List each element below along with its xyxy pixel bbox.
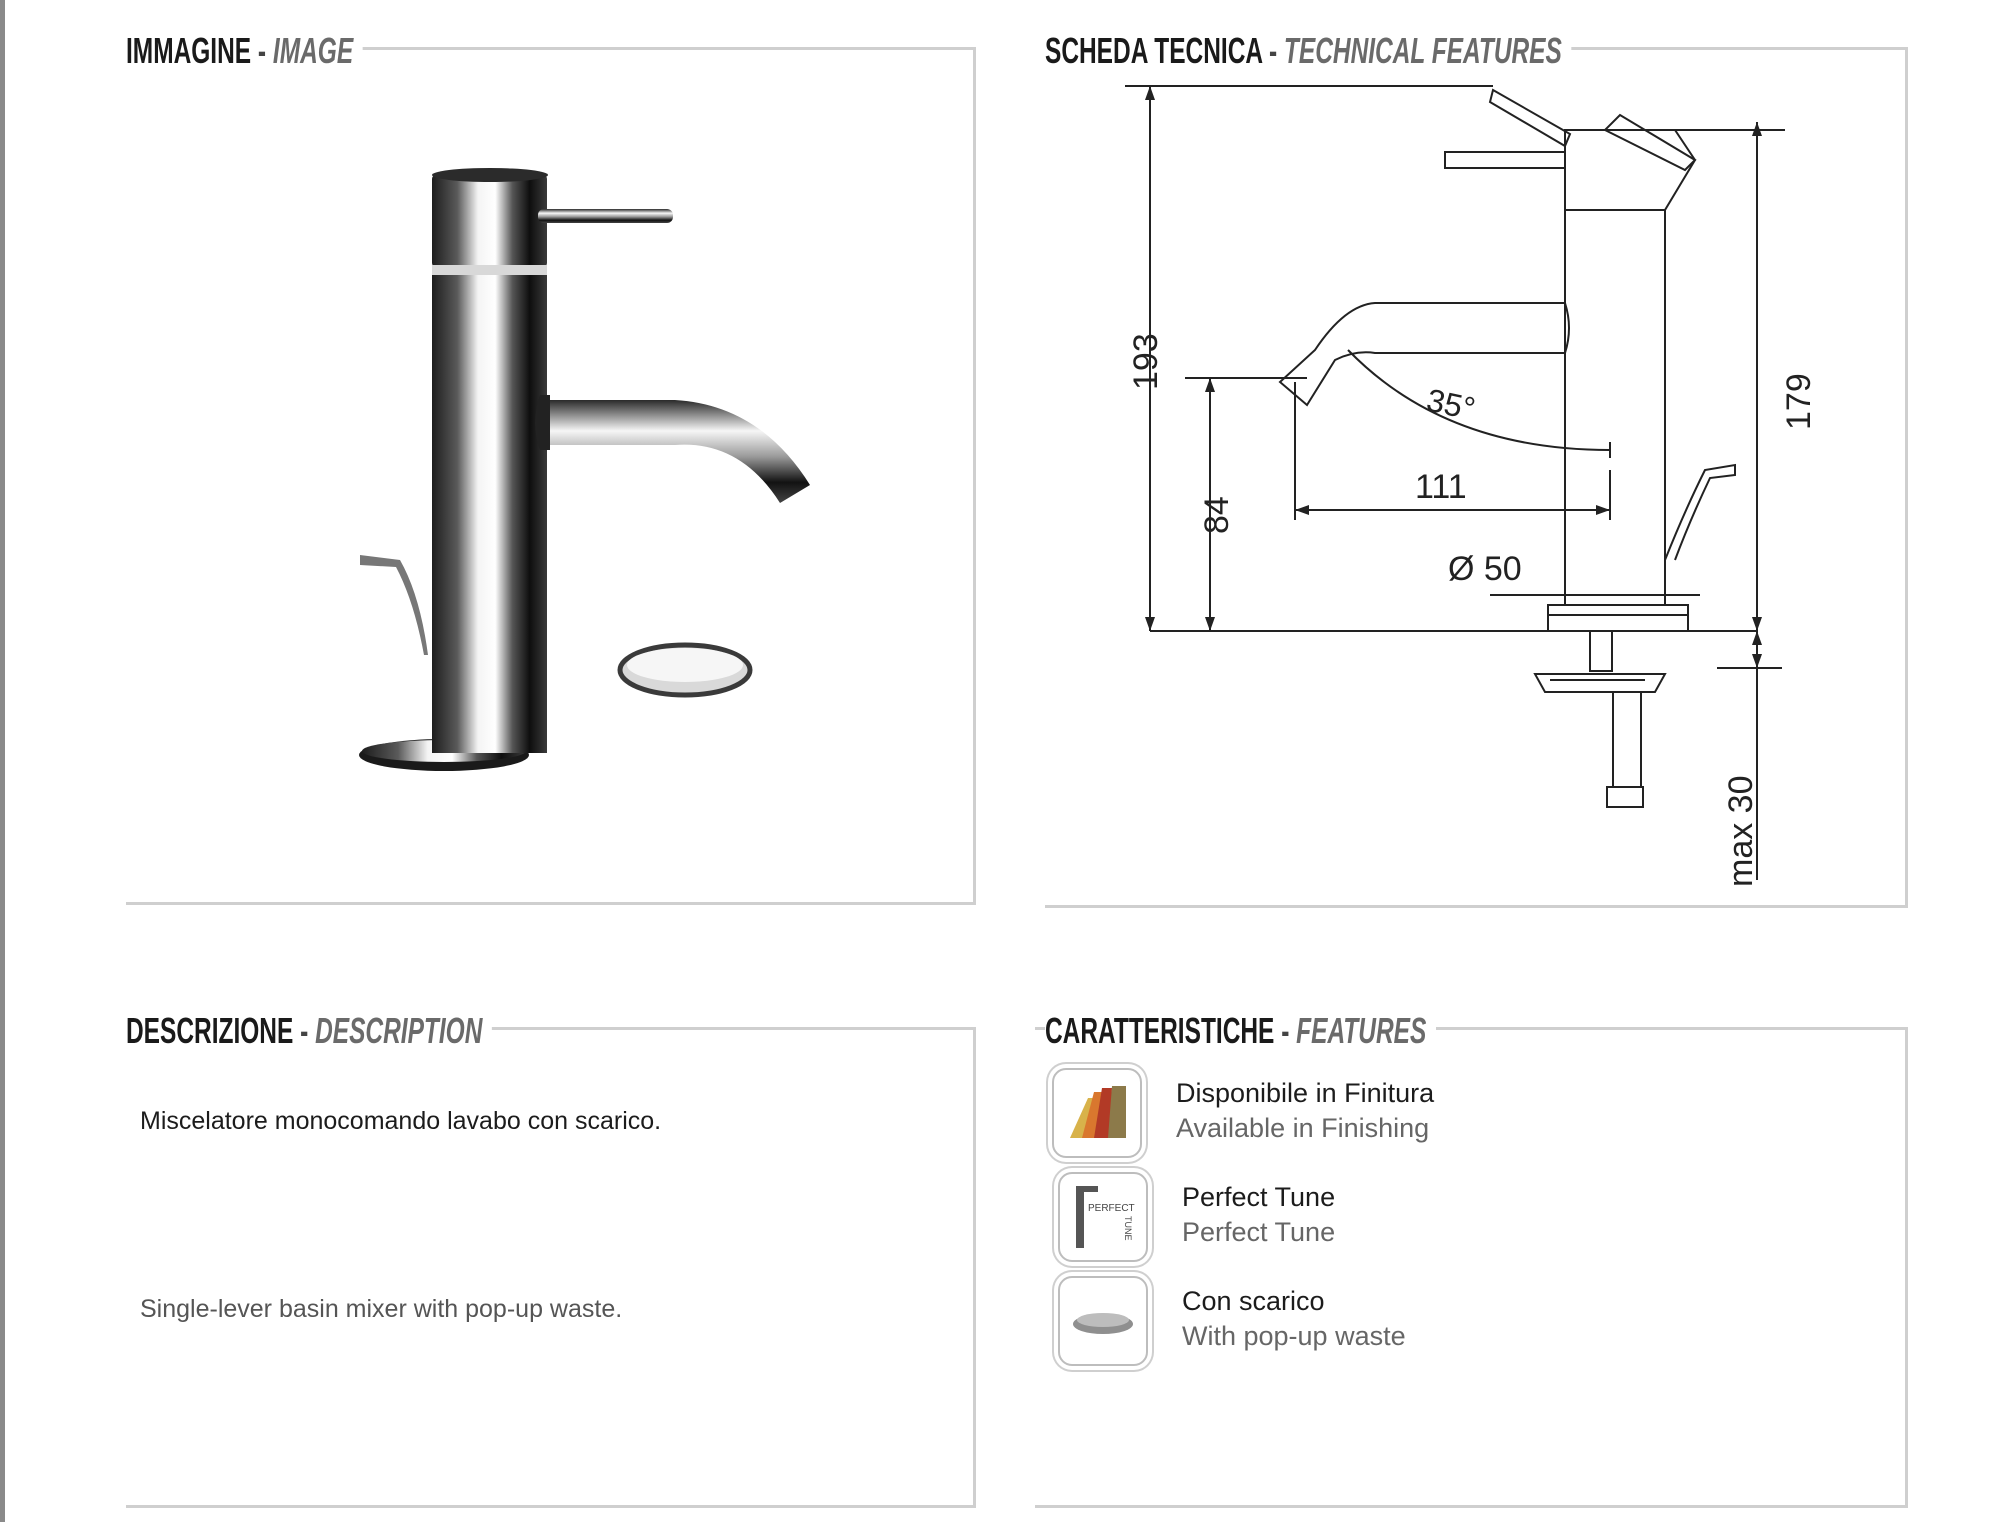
finish-swatch-icon — [1052, 1068, 1142, 1158]
image-title-separator: - — [257, 30, 267, 71]
feature-perfect-tune-english: Perfect Tune — [1182, 1217, 1336, 1247]
feature-pop-up-waste-english: With pop-up waste — [1182, 1321, 1406, 1351]
description-title-english: DESCRIPTION — [315, 1010, 483, 1051]
features-panel-frame — [1035, 1027, 1908, 1508]
feature-perfect-tune-italian: Perfect Tune — [1182, 1182, 1336, 1212]
dimension-reach: 111 — [1415, 468, 1467, 506]
dimension-angle: 35° — [1423, 381, 1479, 427]
features-title-english: FEATURES — [1296, 1010, 1427, 1051]
faucet-product-image — [340, 155, 860, 795]
dimension-spout-height: 84 — [1198, 496, 1236, 534]
features-panel-heading — [1045, 1010, 1436, 1052]
image-title-italian: IMMAGINE — [126, 30, 252, 71]
feature-pop-up-waste-italian: Con scarico — [1182, 1286, 1325, 1316]
perfect-tune-icon-side-text: TUNE — [1123, 1216, 1133, 1241]
description-panel-frame — [126, 1027, 976, 1508]
technical-title-italian: SCHEDA TECNICA — [1045, 30, 1263, 71]
feature-finishing-italian: Disponibile in Finitura — [1176, 1078, 1435, 1108]
perfect-tune-icon — [1058, 1172, 1148, 1262]
description-title-italian: DESCRIZIONE — [126, 1010, 294, 1051]
features-title-italian: CARATTERISTICHE — [1045, 1010, 1275, 1051]
dimension-max-thickness: max 30 — [1722, 775, 1760, 887]
technical-title-english: TECHNICAL FEATURES — [1283, 30, 1562, 71]
pop-up-waste-icon — [1058, 1276, 1148, 1366]
description-title-separator: - — [300, 1010, 309, 1051]
dimension-total-height: 193 — [1127, 333, 1165, 390]
image-panel-heading — [126, 30, 363, 72]
dimension-body-height: 179 — [1780, 373, 1818, 430]
page-left-edge — [0, 0, 5, 1522]
image-title-english: IMAGE — [272, 30, 354, 71]
description-panel-heading — [126, 1010, 492, 1052]
feature-finishing-english: Available in Finishing — [1176, 1113, 1430, 1143]
technical-drawing — [1045, 60, 1865, 900]
dimension-diameter: Ø 50 — [1448, 550, 1522, 588]
technical-title-separator: - — [1268, 30, 1278, 71]
description-english: Single-lever basin mixer with pop-up waste. — [140, 1295, 623, 1323]
features-title-separator: - — [1281, 1010, 1290, 1051]
description-italian: Miscelatore monocomando lavabo con scarico. — [140, 1107, 662, 1135]
perfect-tune-icon-text: PERFECT — [1088, 1203, 1135, 1214]
